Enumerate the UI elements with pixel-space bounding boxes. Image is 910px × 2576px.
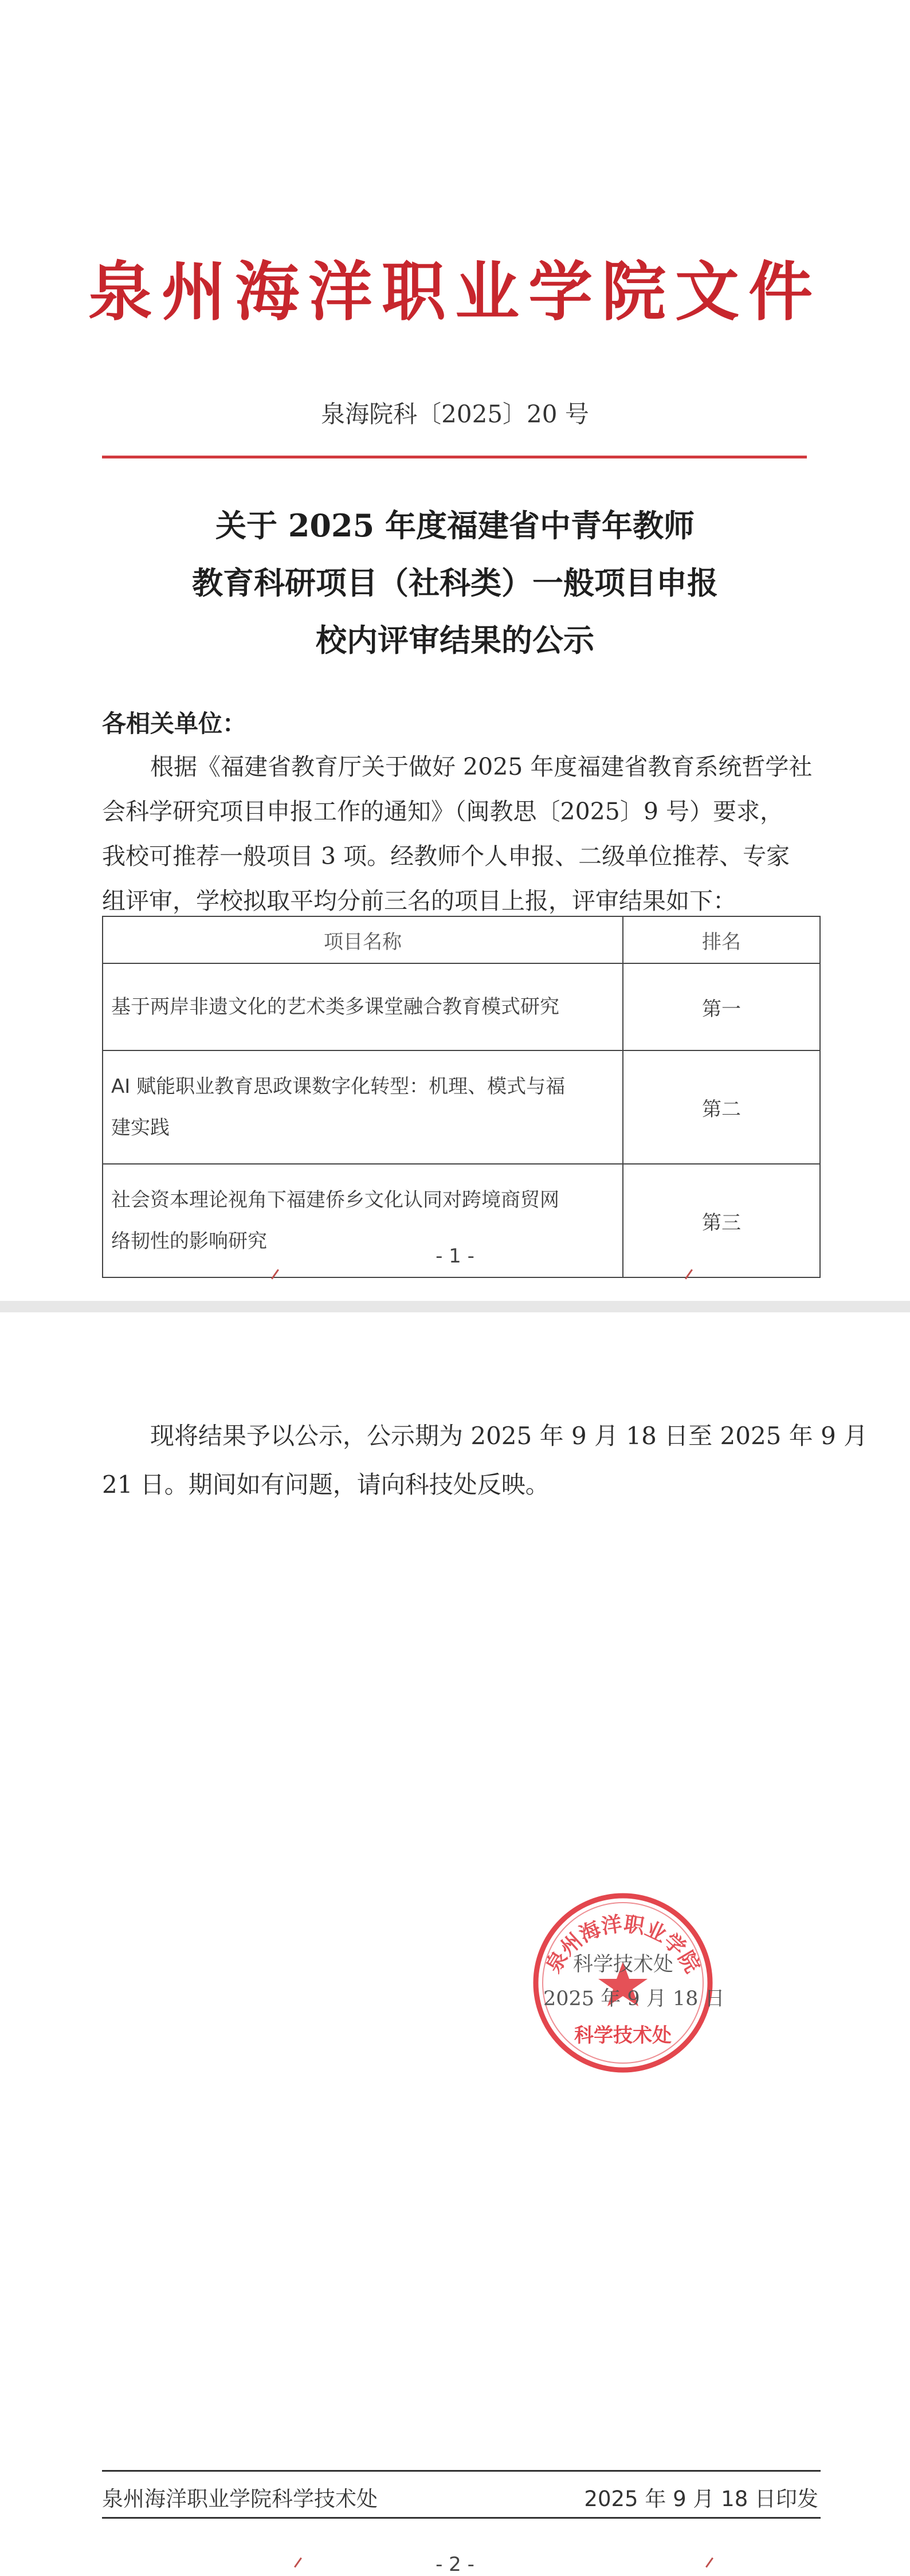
footer-rule-bottom	[102, 2517, 821, 2519]
masthead-title: 泉州海洋职业学院文件	[88, 254, 822, 330]
project-name-line: 络韧性的影响研究	[111, 1230, 267, 1253]
header-project-name: 项目名称	[103, 916, 623, 963]
rank-cell: 第三	[623, 1164, 820, 1277]
body-line-2: 会科学研究项目申报工作的通知》（闽教思〔2025〕9 号）要求，	[102, 798, 783, 825]
project-name-line: AI 赋能职业教育思政课数字化转型：机理、模式与福	[111, 1075, 566, 1098]
closing-line-2: 21 日。期间如有问题，请向科技处反映。	[102, 1471, 550, 1499]
header-rank: 排名	[623, 916, 820, 963]
table-header-row	[103, 916, 820, 963]
title-line-2: 教育科研项目（社科类）一般项目申报	[192, 564, 718, 601]
rank-cell: 第二	[623, 1050, 820, 1164]
project-name-line: 基于两岸非遗文化的艺术类多课堂融合教育模式研究	[111, 995, 559, 1018]
page-number-2: - 2 -	[436, 2553, 474, 2576]
rank-cell: 第一	[623, 963, 820, 1050]
table-row	[103, 963, 820, 1050]
document-number: 泉海院科〔2025〕20 号	[321, 400, 589, 428]
page-2	[0, 1312, 910, 2574]
signature-issuer: 科学技术处	[573, 1953, 674, 1976]
salutation: 各相关单位：	[102, 709, 247, 738]
red-header-rule	[102, 456, 807, 458]
body-line-3: 我校可推荐一般项目 3 项。经教师个人申报、二级单位推荐、专家	[102, 842, 790, 870]
results-table	[102, 916, 821, 1278]
body-line-1: 根据《福建省教育厅关于做好 2025 年度福建省教育系统哲学社	[150, 753, 813, 781]
page-number-1: - 1 -	[436, 1245, 474, 1268]
signature-date: 2025 年 9 月 18 日	[543, 1987, 725, 2010]
seal-bottom-text: 科学技术处	[574, 2024, 672, 2047]
project-name-line: 建实践	[111, 1116, 170, 1139]
title-line-3: 校内评审结果的公示	[316, 622, 594, 658]
table-row	[103, 1050, 820, 1164]
project-name-line: 社会资本理论视角下福建侨乡文化认同对跨境商贸网	[111, 1189, 559, 1211]
closing-line-1: 现将结果予以公示，公示期为 2025 年 9 月 18 日至 2025 年 9 月	[150, 1422, 868, 1450]
page-separator	[0, 1301, 910, 1312]
project-name-cell	[103, 963, 623, 1050]
project-name-cell	[103, 1050, 623, 1164]
footer-print-date: 2025 年 9 月 18 日印发	[584, 2487, 818, 2511]
footer-issuer: 泉州海洋职业学院科学技术处	[102, 2487, 378, 2511]
seal-arc-text: 泉州海洋职业学院	[541, 1912, 705, 1977]
footer-rule-top	[102, 2470, 821, 2472]
title-line-1: 关于 2025 年度福建省中青年教师	[215, 507, 695, 544]
body-line-4: 组评审，学校拟取平均分前三名的项目上报，评审结果如下：	[102, 887, 736, 915]
